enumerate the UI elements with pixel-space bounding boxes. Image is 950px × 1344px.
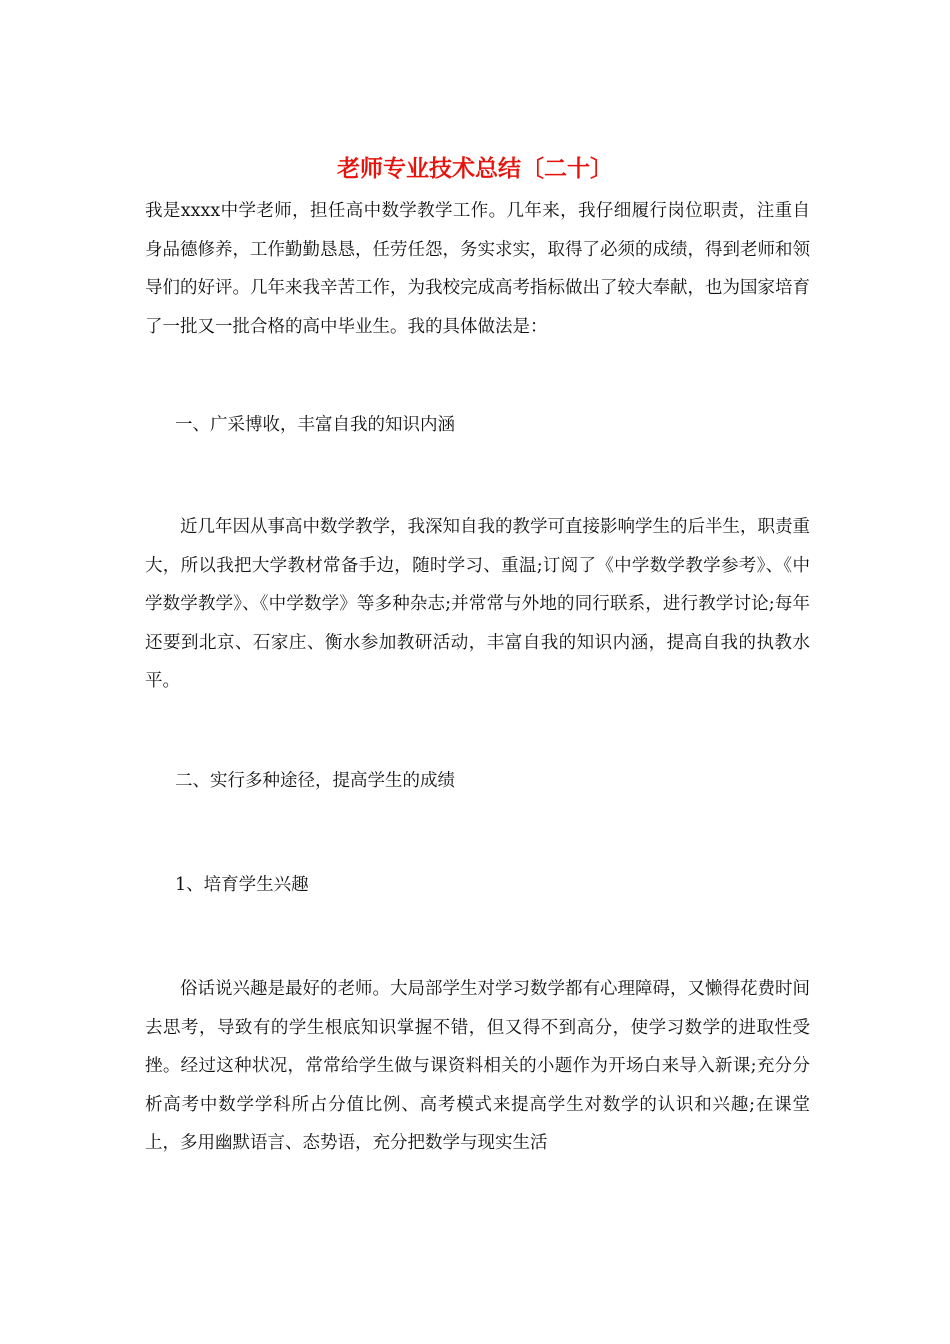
intro-paragraph: 我是xxxx中学老师，担任高中数学教学工作。几年来，我仔细履行岗位职责，注重自身品德修养，工作勤勤恳恳，任劳任怨，务实求实，取得了必须的成绩，得到老师和领导们的好评。几年来我辛苦工作，为我校完成高考指标做出了较大奉献，也为国家培育了一批又一批合格的高中毕业生。我的具体做法是：: [145, 201, 810, 337]
section-1-paragraph: 近几年因从事高中数学教学，我深知自我的教学可直接影响学生的后半生，职责重大，所以我把大学教材常备手边，随时学习、重温;订阅了《中学数学教学参考》、《中学数学教学》、《中学数学》等多种杂志;并常常与外地的同行联系，进行教学讨论;每年还要到北京、石家庄、衡水参加教研活动，丰富自我的知识内涵，提高自我的执教水平。: [145, 517, 810, 692]
document-title: 老师专业技术总结〔二十〕: [337, 155, 613, 182]
subsection-heading-1: 1、培育学生兴趣: [175, 875, 309, 895]
section-heading-2: 二、实行多种途径，提高学生的成绩: [175, 771, 455, 791]
section-heading-1: 一、广采博收，丰富自我的知识内涵: [175, 415, 455, 435]
subsection-1-paragraph: 俗话说兴趣是最好的老师。大局部学生对学习数学都有心理障碍，又懒得花费时间去思考，导致有的学生根底知识掌握不错，但又得不到高分，使学习数学的进取性受挫。经过这种状况，常常给学生做与课资料相关的小题作为开场白来导入新课;充分分析高考中数学学科所占分值比例、高考模式来提高学生对数学的认识和兴趣;在课堂上，多用幽默语言、态势语，充分把数学与现实生活: [145, 979, 810, 1154]
